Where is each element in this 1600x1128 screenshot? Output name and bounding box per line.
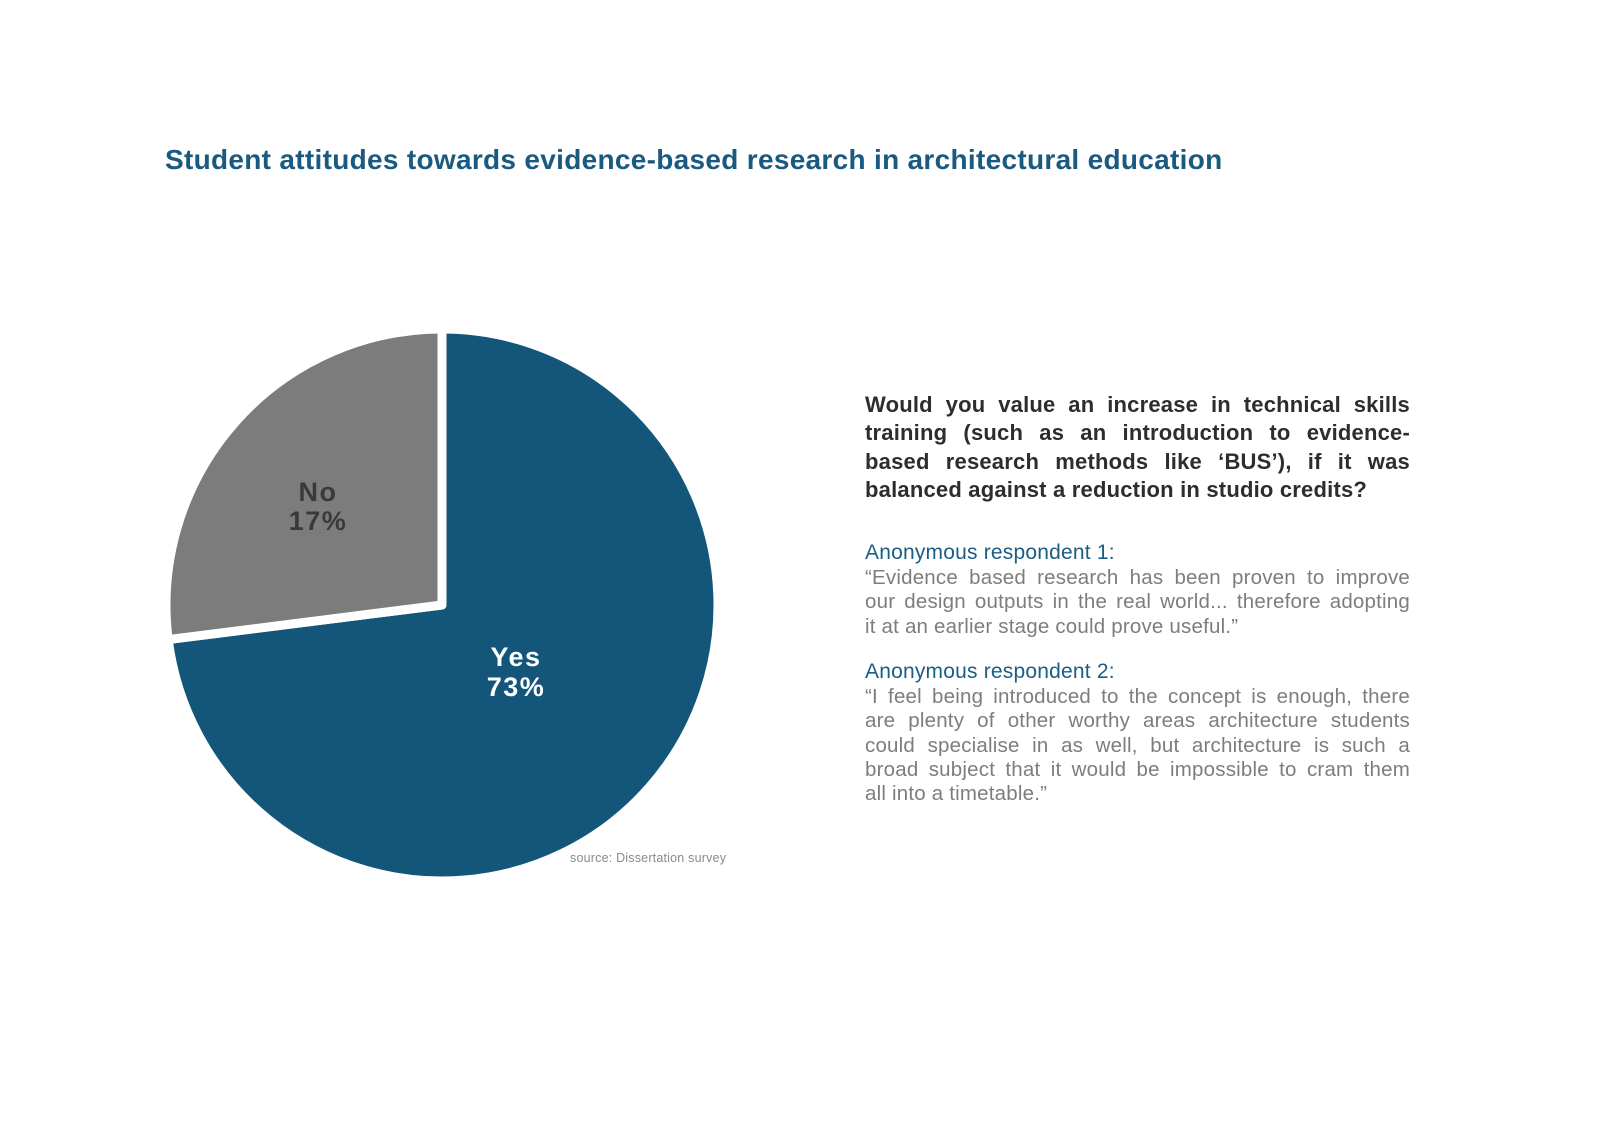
respondent-2-quote <box>865 685 1410 806</box>
commentary-column <box>865 0 1410 1128</box>
pie-label-no: No <box>298 477 338 507</box>
respondent-2-header: Anonymous respondent 2: <box>865 660 1115 683</box>
pie-chart-svg <box>156 319 728 891</box>
text-line: based research methods like ‘BUS’), if it was <box>865 448 1410 474</box>
page-title: Student attitudes towards evidence-based research in architectural education <box>165 144 1223 175</box>
pie-label-yes: Yes <box>490 642 542 672</box>
pie-value-yes: 73% <box>486 672 546 702</box>
respondent-1-quote <box>865 566 1410 639</box>
text-line: our design outputs in the real world... therefore adopting <box>865 590 1410 614</box>
text-line: all into a timetable.” <box>865 782 1048 806</box>
survey-question <box>865 391 1410 505</box>
chart-source-note: source: Dissertation survey <box>570 851 727 865</box>
respondent-quote-1 <box>865 540 1410 639</box>
text-line: Would you value an increase in technical skills <box>865 392 1410 417</box>
text-line: could specialise in as well, but architecture is such a <box>865 733 1410 757</box>
text-line: training (such as an introduction to evidence- <box>865 420 1410 446</box>
pie-chart <box>156 319 728 891</box>
text-line: are plenty of other worthy areas architecture students <box>865 709 1410 733</box>
text-line: balanced against a reduction in studio credits? <box>865 477 1368 503</box>
text-line: “I feel being introduced to the concept is enough, there <box>865 685 1410 708</box>
respondent-quote-2 <box>865 659 1410 806</box>
text-line: broad subject that it would be impossible to cram them <box>865 757 1410 781</box>
text-line: “Evidence based research has been proven to improve <box>865 566 1410 589</box>
pie-value-no: 17% <box>288 506 348 536</box>
text-line: it at an earlier stage could prove useful.” <box>865 614 1239 638</box>
respondent-1-header: Anonymous respondent 1: <box>865 541 1115 564</box>
